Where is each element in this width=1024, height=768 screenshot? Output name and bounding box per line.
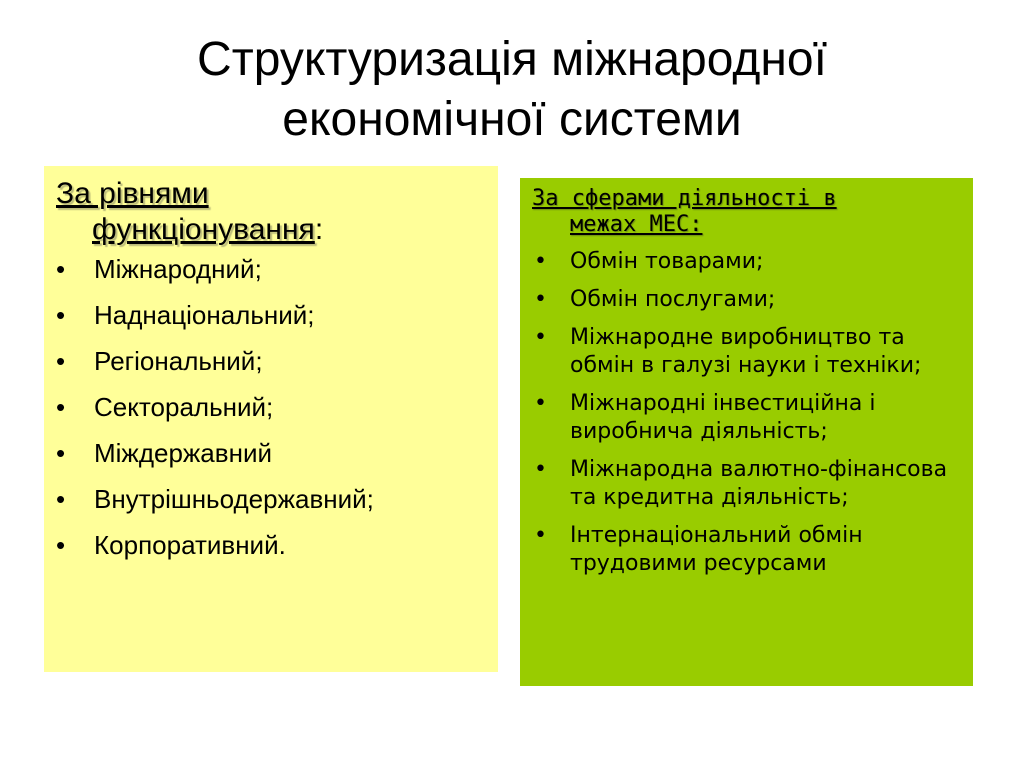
- list-item: • Міжнародне виробництво та обмін в галузі науки і техніки;: [534, 325, 922, 378]
- list-item: • Інтернаціональний обмін трудовими ресурсами: [534, 523, 863, 576]
- bullet-icon: •: [56, 530, 66, 560]
- list-item: • Регіональний;: [56, 346, 263, 376]
- left-heading-line2: функціонування: [92, 213, 315, 246]
- list-item: • Міждержавний: [56, 438, 272, 468]
- bullet-icon: •: [56, 392, 66, 422]
- list-item: • Корпоративний.: [56, 530, 286, 560]
- right-panel-heading: [532, 186, 961, 238]
- list-item: • Міжнародні інвестиційна і виробнича діяльність;: [534, 391, 876, 444]
- list-item: • Внутрішньодержавний;: [56, 484, 374, 514]
- bullet-icon: •: [534, 249, 547, 274]
- bullet-icon: •: [56, 346, 66, 376]
- slide-title-line2: економічної системи: [282, 93, 742, 146]
- list-item: • Міжнародна валютно-фінансова та кредитна діяльність;: [534, 457, 948, 510]
- right-heading-line1: За сферами діяльності в: [532, 186, 837, 211]
- slide-title: [0, 30, 1024, 150]
- bullet-icon: •: [56, 484, 66, 514]
- left-list: [44, 254, 498, 560]
- bullet-icon: •: [534, 287, 547, 312]
- left-panel: [44, 166, 498, 672]
- bullet-icon: •: [534, 391, 547, 416]
- list-item: • Обмін товарами;: [534, 249, 764, 274]
- bullet-icon: •: [56, 254, 66, 284]
- slide-title-line1: Структуризація міжнародної: [197, 33, 827, 86]
- right-heading-line2: межах МЕС:: [570, 212, 703, 237]
- list-item: • Наднаціональний;: [56, 300, 315, 330]
- bullet-icon: •: [56, 300, 66, 330]
- right-list: [520, 248, 973, 578]
- list-item: • Обмін послугами;: [534, 287, 776, 312]
- bullet-icon: •: [534, 457, 547, 482]
- right-panel: [520, 178, 973, 686]
- bullet-icon: •: [56, 438, 66, 468]
- left-heading-colon: :: [314, 213, 324, 246]
- bullet-icon: •: [534, 325, 547, 350]
- left-heading-line1: За рівнями: [56, 177, 209, 210]
- list-item: • Міжнародний;: [56, 254, 262, 284]
- left-panel-heading: [56, 176, 486, 248]
- list-item: • Секторальний;: [56, 392, 274, 422]
- bullet-icon: •: [534, 523, 547, 548]
